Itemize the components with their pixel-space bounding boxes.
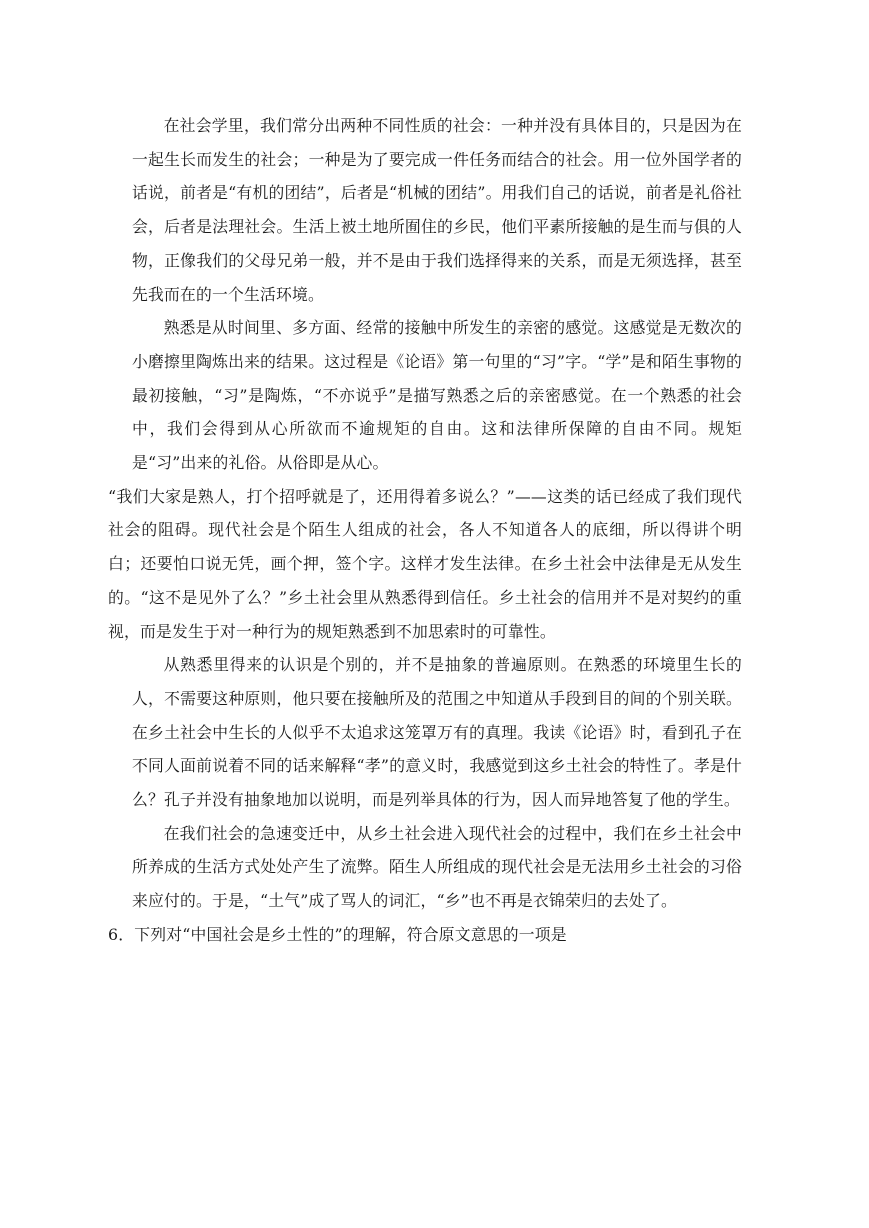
question-6: 6．下列对“中国社会是乡土性的”的理解，符合原文意思的一项是 bbox=[108, 924, 567, 944]
paragraph-4: 从熟悉里得来的认识是个别的，并不是抽象的普遍原则。在熟悉的环境里生长的人，不需要这种原则，他只要在接触所及的范围之中知道从手段到目的间的个别关联。在乡土社会中生长的人似乎不太追求这笼罩万有的真理。我读《论语》时，看到孔子在不同人面前说着不同的话来解释“孝”的意义时，我感觉到这乡土社会的特性了。孝是什么？孔子并没有抽象地加以说明，而是列举具体的行为，因人而异地答复了他的学生。 bbox=[132, 655, 742, 810]
passage-body bbox=[108, 109, 742, 952]
paragraph-5: 在我们社会的急速变迁中，从乡土社会进入现代社会的过程中，我们在乡土社会中所养成的生活方式处处产生了流弊。陌生人所组成的现代社会是无法用乡土社会的习俗来应付的。于是，“土气”成了骂人的词汇，“乡”也不再是衣锦荣归的去处了。 bbox=[132, 823, 742, 911]
paragraph-2: 熟悉是从时间里、多方面、经常的接触中所发生的亲密的感觉。这感觉是无数次的小磨擦里陶炼出来的结果。这过程是《论语》第一句里的“习”字。“学”是和陌生事物的最初接触，“习”是陶炼，“不亦说乎”是描写熟悉之后的亲密感觉。在一个熟悉的社会中，我们会得到从心所欲而不逾规矩的自由。这和法律所保障的自由不同。规矩是“习”出来的礼俗。从俗即是从心。 bbox=[132, 318, 742, 473]
paragraph-1: 在社会学里，我们常分出两种不同性质的社会：一种并没有具体目的，只是因为在一起生长而发生的社会；一种是为了要完成一件任务而结合的社会。用一位外国学者的话说，前者是“有机的团结”，后者是“机械的团结”。用我们自己的话说，前者是礼俗社会，后者是法理社会。生活上被土地所囿住的乡民，他们平素所接触的是生而与俱的人物，正像我们的父母兄弟一般，并不是由于我们选择得来的关系，而是无须选择，甚至先我而在的一个生活环境。 bbox=[132, 116, 742, 304]
paragraph-3: “我们大家是熟人，打个招呼就是了，还用得着多说么？”——这类的话已经成了我们现代社会的阻碍。现代社会是个陌生人组成的社会，各人不知道各人的底细，所以得讲个明白；还要怕口说无凭，画个押，签个字。这样才发生法律。在乡土社会中法律是无从发生的。“这不是见外了么？”乡土社会里从熟悉得到信任。乡土社会的信用并不是对契约的重视，而是发生于对一种行为的规矩熟悉到不加思索时的可靠性。 bbox=[108, 486, 742, 641]
